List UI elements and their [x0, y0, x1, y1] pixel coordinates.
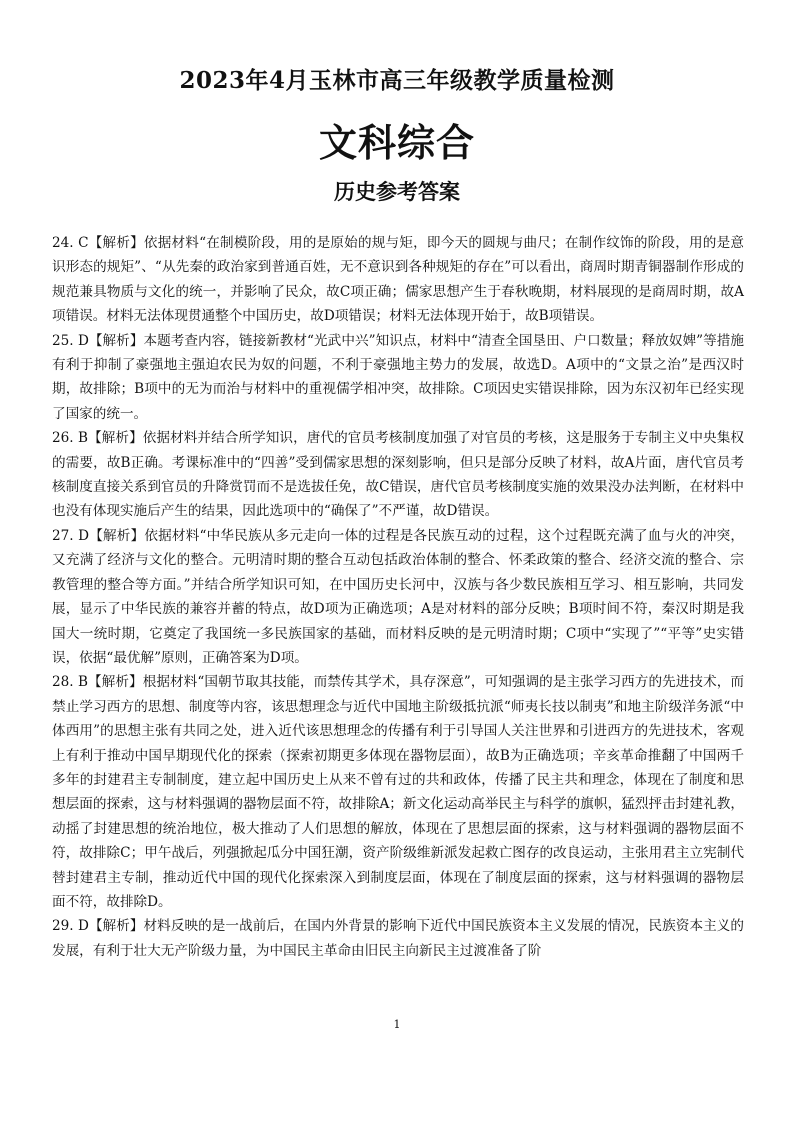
- subject-title: 文科综合: [318, 120, 475, 165]
- page-number: 1: [393, 1018, 401, 1031]
- answer-list: [52, 231, 744, 963]
- answer-subtitle: 历史参考答案: [334, 179, 460, 204]
- answer-item-27: 27. D【解析】依据材料“中华民族从多元走向一体的过程是各民族互动的过程，这个过程既充满了血与火的冲突，又充满了经济与文化的整合。元明清时期的整合互动包括政治体制的整合、怀柔政策的整合、经济交流的整合、宗教管理的整合等方面。”并结合所学知识可知，在中国历史长河中，汉族与各少数民族相互学习、相互影响，共同发展，显示了中华民族的兼容并蓄的特点，故D项为正确选项；A是对材料的部分反映；B项时间不符，秦汉时期是我国大一统时期，它奠定了我国统一多民族国家的基础，而材料反映的是元明清时期；C项中“实现了”“平等”史实错误，依据“最优解”原则，正确答案为D项。: [52, 527, 744, 666]
- answer-item-24: 24. C【解析】依据材料“在制模阶段，用的是原始的规与矩，即今天的圆规与曲尺；在制作纹饰的阶段，用的是意识形态的规矩”、“从先秦的政治家到普通百姓，无不意识到各种规矩的存在”可以看出，商周时期青铜器制作形成的规范兼具物质与文化的统一，并影响了民众，故C项正确；儒家思想产生于春秋晚期，材料展现的是商周时期，故A项错误。材料无法体现贯通整个中国历史，故D项错误；材料无法体现开始于，故B项错误。: [52, 235, 744, 325]
- answer-item-29: 29. D【解析】材料反映的是一战前后，在国内外背景的影响下近代中国民族资本主义发展的情况，民族资本主义的发展，有利于壮大无产阶级力量，为中国民主革命由旧民主向新民主过渡准备了阶: [52, 918, 744, 959]
- answer-item-26: 26. B【解析】依据材料并结合所学知识，唐代的官员考核制度加强了对官员的考核，这是服务于专制主义中央集权的需要，故B正确。考课标准中的“四善”受到儒家思想的深刻影响，但只是部分反映了材料，故A片面，唐代官员考核制度直接关系到官员的升降赏罚而不是选拔任免，故C错误，唐代官员考核制度实施的效果没办法判断，在材料中也没有体现实施后产生的结果，因此选项中的“确保了”不严谨，故D错误。: [52, 430, 744, 520]
- exam-title: 2023年4月玉林市高三年级教学质量检测: [179, 67, 615, 94]
- answer-item-28: 28. B【解析】根据材料“国朝节取其技能，而禁传其学术，具存深意”，可知强调的是主张学习西方的先进技术，而禁止学习西方的思想、制度等内容，该思想理念与近代中国地主阶级抵抗派“师夷长技以制夷”和地主阶级洋务派“中体西用”的思想主张有共同之处，进入近代该思想理念的传播有利于引导国人关注世界和引进西方的先进技术，客观上有利于推动中国早期现代化的探索（探索初期更多体现在器物层面），故B为正确选项；辛亥革命推翻了中国两千多年的封建君主专制制度，建立起中国历史上从来不曾有过的共和政体，传播了民主共和理念，体现在了制度和思想层面的探索，这与材料强调的器物层面不符，故排除A；新文化运动高举民主与科学的旗帜，猛烈抨击封建礼教，动摇了封建思想的统治地位，极大推动了人们思想的解放，体现在了思想层面的探索，这与材料强调的器物层面不符，故排除C；甲午战后，列强掀起瓜分中国狂潮，资产阶级维新派发起救亡图存的改良运动，主张用君主立宪制代替封建君主专制，推动近代中国的现代化探索深入到制度层面，体现在了制度层面的探索，这与材料强调的器物层面不符，故排除D。: [52, 674, 744, 910]
- answer-item-25: 25. D【解析】本题考查内容，链接新教材“光武中兴”知识点，材料中“清查全国垦田、户口数量；释放奴婢”等措施有利于抑制了豪强地主强迫农民为奴的问题，不利于豪强地主势力的发展，故选D。A项中的“文景之治”是西汉时期，故排除；B项中的无为而治与材料中的重视儒学相冲突，故排除。C项因史实错误排除，因为东汉初年已经实现了国家的统一。: [52, 332, 744, 422]
